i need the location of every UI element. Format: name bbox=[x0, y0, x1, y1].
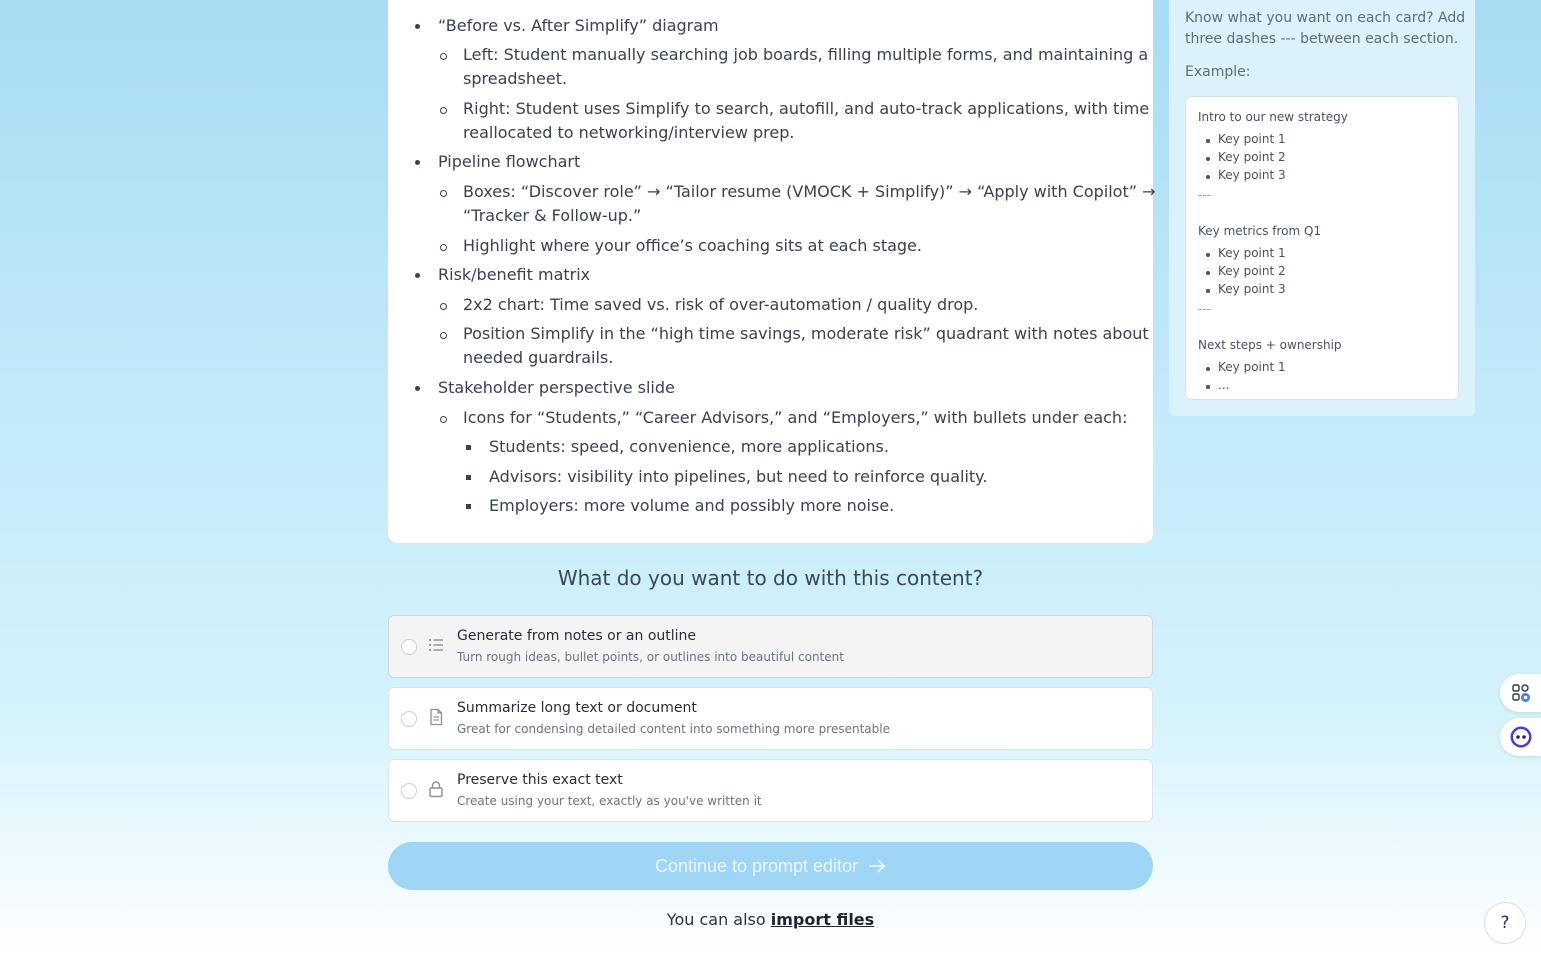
document-icon bbox=[427, 708, 445, 726]
import-files-link[interactable]: import files bbox=[770, 910, 875, 929]
example-section-title: Intro to our new strategy bbox=[1198, 110, 1348, 124]
example-separator: --- bbox=[1198, 302, 1211, 316]
outline-item: Students: speed, convenience, more applications. bbox=[489, 437, 889, 456]
disc-bullet bbox=[415, 24, 420, 29]
option-title: Preserve this exact text bbox=[457, 772, 623, 788]
example-point: Key point 1 bbox=[1218, 132, 1286, 146]
list-icon bbox=[427, 636, 445, 654]
radio-button[interactable] bbox=[401, 639, 417, 655]
outline-item: Pipeline flowchart bbox=[438, 152, 581, 171]
import-footer bbox=[388, 910, 1153, 929]
example-bullet bbox=[1206, 367, 1210, 371]
option-title: Generate from notes or an outline bbox=[457, 628, 697, 644]
example-bullet bbox=[1206, 139, 1210, 143]
content-card bbox=[388, 0, 1156, 543]
side-panel bbox=[1169, 0, 1475, 416]
example-bullet bbox=[1206, 157, 1210, 161]
example-bullet bbox=[1206, 175, 1210, 179]
radio-button[interactable] bbox=[401, 711, 417, 727]
extension-apps-button[interactable] bbox=[1500, 674, 1541, 712]
example-point: ... bbox=[1218, 378, 1230, 392]
option-preserve[interactable] bbox=[388, 759, 1153, 822]
outline-line-continuation: “Tracker & Follow-up.” bbox=[463, 206, 642, 225]
example-bullet bbox=[1206, 253, 1210, 257]
example-point: Key point 3 bbox=[1218, 168, 1286, 182]
example-box bbox=[1185, 96, 1459, 400]
help-button[interactable] bbox=[1484, 902, 1526, 944]
circle-bullet bbox=[440, 53, 447, 60]
outline-item: Left: Student manually searching job boards, filling multiple forms, and maintaining a bbox=[463, 45, 1149, 64]
outline-item: Position Simplify in the “high time savings, moderate risk” quadrant with notes about bbox=[463, 324, 1149, 343]
outline-item: Stakeholder perspective slide bbox=[438, 378, 675, 397]
example-separator: --- bbox=[1198, 188, 1211, 202]
radio-button[interactable] bbox=[401, 783, 417, 799]
square-bullet bbox=[466, 475, 471, 480]
outline-item: Advisors: visibility into pipelines, but need to reinforce quality. bbox=[489, 467, 988, 486]
outline-item: “Before vs. After Simplify” diagram bbox=[438, 16, 719, 35]
option-generate[interactable] bbox=[388, 615, 1153, 678]
outline-line-continuation: needed guardrails. bbox=[463, 348, 614, 367]
lock-icon bbox=[427, 780, 445, 798]
square-bullet bbox=[466, 504, 471, 509]
outline-item: Right: Student uses Simplify to search, autofill, and auto-track applications, with time bbox=[463, 99, 1150, 118]
example-bullet bbox=[1206, 289, 1210, 293]
square-bullet bbox=[466, 445, 471, 450]
disc-bullet bbox=[415, 160, 420, 165]
outline-line-continuation: spreadsheet. bbox=[463, 69, 568, 88]
disc-bullet bbox=[415, 386, 420, 391]
help-icon: ? bbox=[1500, 913, 1510, 933]
option-subtitle: Turn rough ideas, bullet points, or outlines into beautiful content bbox=[457, 650, 844, 664]
example-bullet bbox=[1206, 271, 1210, 275]
footer-prefix: You can also bbox=[666, 910, 771, 929]
example-point: Key point 3 bbox=[1218, 282, 1286, 296]
continue-button[interactable] bbox=[388, 842, 1153, 890]
outline-item: Risk/benefit matrix bbox=[438, 265, 591, 284]
example-point: Key point 1 bbox=[1218, 360, 1286, 374]
outline-item: Highlight where your office’s coaching sits at each stage. bbox=[463, 236, 922, 255]
circle-bullet bbox=[440, 107, 447, 114]
circle-bullet bbox=[440, 416, 447, 423]
bot-face-icon bbox=[1509, 725, 1533, 749]
example-point: Key point 1 bbox=[1218, 246, 1286, 260]
example-section-title: Key metrics from Q1 bbox=[1198, 224, 1322, 238]
circle-bullet bbox=[440, 332, 447, 339]
circle-bullet bbox=[440, 303, 447, 310]
circle-bullet bbox=[440, 244, 447, 251]
outline-item: Icons for “Students,” “Career Advisors,” and “Employers,” with bullets under each: bbox=[463, 408, 1128, 427]
example-section-title: Next steps + ownership bbox=[1198, 338, 1342, 352]
continue-label: Continue to prompt editor bbox=[654, 855, 859, 876]
apps-icon bbox=[1510, 682, 1532, 704]
outline-line-continuation: reallocated to networking/interview prep. bbox=[463, 123, 795, 142]
circle-bullet bbox=[440, 190, 447, 197]
outline-item: 2x2 chart: Time saved vs. risk of over-automation / quality drop. bbox=[463, 295, 979, 314]
example-point: Key point 2 bbox=[1218, 264, 1286, 278]
example-bullet bbox=[1206, 385, 1210, 389]
option-summarize[interactable] bbox=[388, 687, 1153, 750]
option-title: Summarize long text or document bbox=[457, 700, 697, 716]
option-subtitle: Create using your text, exactly as you've written it bbox=[457, 794, 762, 808]
outline-item: Employers: more volume and possibly more noise. bbox=[489, 496, 895, 515]
content-question: What do you want to do with this content? bbox=[557, 566, 984, 590]
tip-text-line-2: three dashes --- between each section. bbox=[1185, 31, 1459, 47]
tip-text-line-1: Know what you want on each card? Add bbox=[1185, 10, 1466, 26]
option-subtitle: Great for condensing detailed content into something more presentable bbox=[457, 722, 890, 736]
arrow-right-icon bbox=[868, 858, 886, 874]
example-point: Key point 2 bbox=[1218, 150, 1286, 164]
outline-item: Boxes: “Discover role” → “Tailor resume (VMOCK + Simplify)” → “Apply with Copilot” → bbox=[463, 182, 1156, 201]
disc-bullet bbox=[415, 273, 420, 278]
assistant-bot-button[interactable] bbox=[1500, 718, 1541, 756]
example-label: Example: bbox=[1185, 64, 1251, 80]
